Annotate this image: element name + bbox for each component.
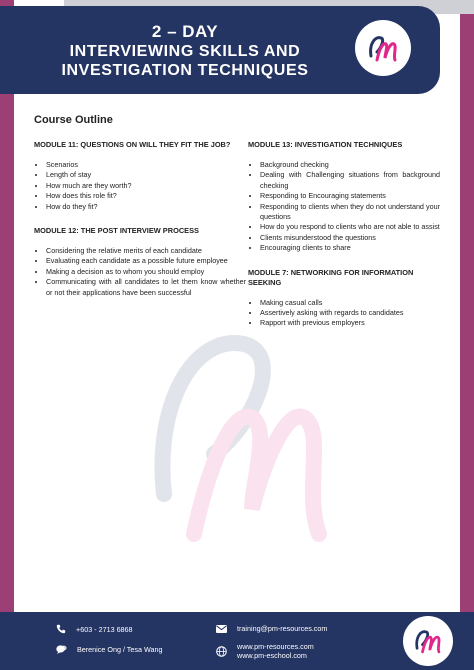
list-item: • Assertively asking with regards to candidates — [260, 308, 440, 318]
logo-pm-icon — [361, 26, 405, 70]
title-line-2: INTERVIEWING SKILLS AND — [69, 43, 301, 60]
left-column — [34, 140, 246, 304]
list-item: • Responding to clients when they do not understand your questions — [260, 202, 440, 223]
globe-icon — [216, 646, 227, 657]
logo-pm-icon — [408, 621, 448, 661]
page-title — [0, 22, 370, 80]
title-line-3: INVESTIGATION TECHNIQUES — [61, 62, 309, 79]
list-item: • Encouraging clients to share — [260, 243, 440, 253]
list-item: • How do they fit? — [46, 202, 246, 212]
website-link-2[interactable]: www.pm-eschool.com — [237, 651, 307, 660]
list-item: • Communicating with all candidates to let them know whether or not their applications have been successful — [46, 277, 246, 298]
footer-websites — [216, 642, 314, 660]
left-accent-bar — [0, 0, 14, 670]
module-title: MODULE 7: NETWORKING FOR INFORMATION SEEKING — [248, 267, 414, 287]
right-column — [248, 140, 440, 335]
list-item: • Scenarios — [46, 160, 246, 170]
module-list — [34, 160, 246, 212]
mail-icon — [216, 625, 227, 633]
module-title: MODULE 11: QUESTIONS ON WILL THEY FIT THE JOB? — [34, 140, 231, 149]
course-outline-heading: Course Outline — [34, 114, 113, 126]
people-icon — [56, 644, 67, 654]
list-item: • Rapport with previous employers — [260, 318, 440, 328]
module-list — [248, 298, 440, 329]
list-item: • Length of stay — [46, 170, 246, 180]
email-link[interactable]: training@pm-resources.com — [237, 624, 328, 633]
module-list — [248, 160, 440, 254]
list-item: • Considering the relative merits of each candidate — [46, 246, 246, 256]
footer-phone — [56, 624, 133, 634]
phone-icon — [56, 624, 66, 634]
right-accent-bar — [460, 0, 474, 670]
list-item: • Making casual calls — [260, 298, 440, 308]
module-title: MODULE 13: INVESTIGATION TECHNIQUES — [248, 140, 403, 149]
phone-number[interactable]: +603 - 2713 6868 — [76, 624, 133, 634]
list-item: • Background checking — [260, 160, 440, 170]
module-list — [34, 246, 246, 298]
footer-contacts — [56, 644, 163, 654]
list-item: • Clients misunderstood the questions — [260, 233, 440, 243]
list-item: • Dealing with Challenging situations from background checking — [260, 170, 440, 191]
content-area — [14, 94, 460, 612]
list-item: • How does this role fit? — [46, 191, 246, 201]
footer-logo-pm — [403, 616, 453, 666]
list-item: • Making a decision as to whom you should employ — [46, 267, 246, 277]
list-item: • How do you respond to clients who are not able to assist — [260, 222, 440, 232]
contact-names: Berenice Ong / Tesa Wang — [77, 644, 163, 654]
list-item: • Responding to Encouraging statements — [260, 191, 440, 201]
list-item: • How much are they worth? — [46, 181, 246, 191]
website-link-1[interactable]: www.pm-resources.com — [237, 642, 314, 651]
title-line-1: 2 – DAY — [151, 22, 219, 41]
list-item: • Evaluating each candidate as a possible future employee — [46, 256, 246, 266]
website-links — [237, 642, 314, 660]
module-title: MODULE 12: THE POST INTERVIEW PROCESS — [34, 226, 199, 236]
footer-email — [216, 624, 327, 633]
logo-pm — [355, 20, 411, 76]
